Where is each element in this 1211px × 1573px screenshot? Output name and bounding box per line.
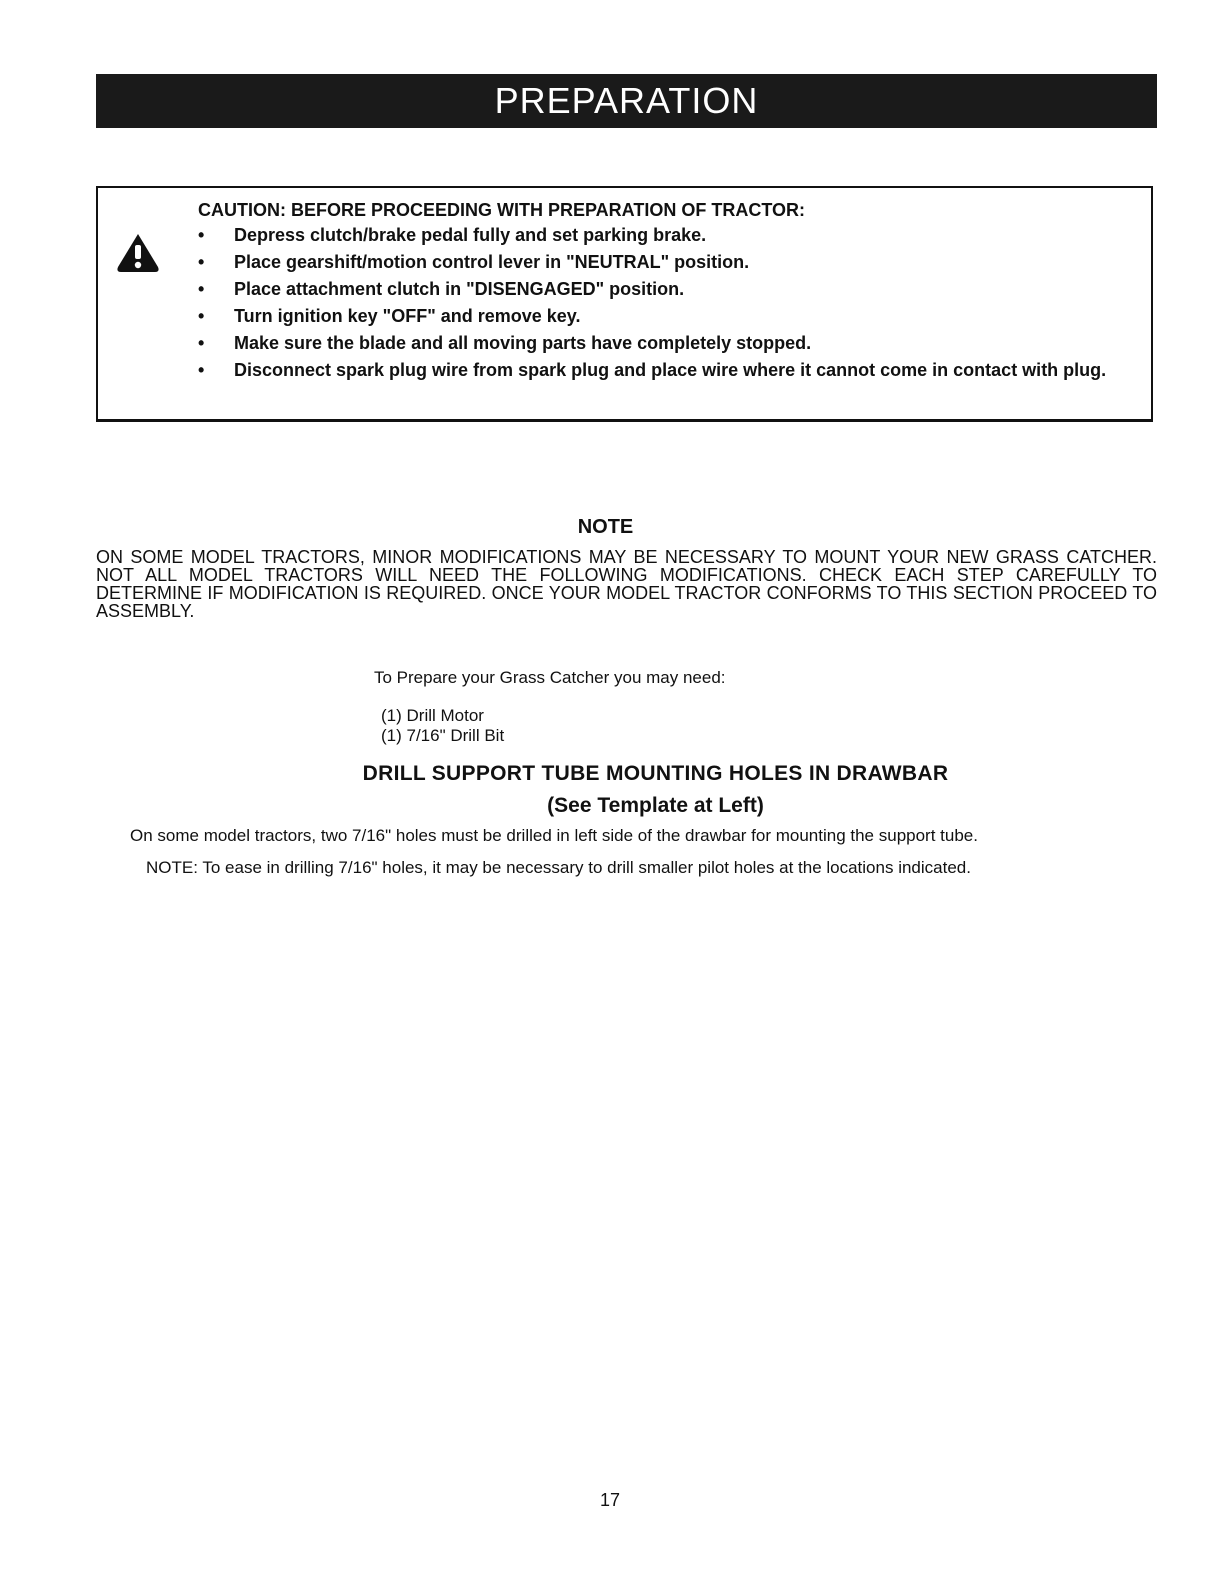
bullet: •	[198, 306, 205, 326]
tool-item: (1) 7/16" Drill Bit	[381, 726, 505, 745]
instruction-text: On some model tractors, two 7/16" holes must be drilled in left side of the drawbar for mounting the support tube.	[130, 826, 978, 845]
bullet: •	[198, 252, 205, 272]
warning-icon	[115, 231, 161, 275]
caution-item	[198, 280, 1114, 299]
caution-item	[198, 226, 1114, 245]
caution-box	[96, 186, 1153, 422]
caution-item	[198, 253, 1114, 272]
caution-list	[198, 226, 1114, 388]
caution-item	[198, 334, 1114, 353]
page-header-bar	[96, 74, 1157, 128]
caution-item-text: Disconnect spark plug wire from spark plug and place wire where it cannot come in contact with plug.	[234, 360, 1107, 380]
preparation-intro: To Prepare your Grass Catcher you may need:	[374, 668, 726, 687]
caution-item-text: Place attachment clutch in "DISENGAGED" position.	[234, 279, 685, 299]
section-heading: DRILL SUPPORT TUBE MOUNTING HOLES IN DRAWBAR	[362, 762, 949, 785]
caution-item	[198, 307, 1114, 326]
tool-item: (1) Drill Motor	[381, 706, 484, 725]
tools-list	[381, 706, 504, 746]
bullet: •	[198, 279, 205, 299]
note-body: ON SOME MODEL TRACTORS, MINOR MODIFICATIONS MAY BE NECESSARY TO MOUNT YOUR NEW GRASS CATCHER. NOT ALL MODEL TRACTORS WILL NEED THE FOLLOWING MODIFICATIONS. CHECK EACH STEP CAREFULLY TO DETERMINE IF MODIFICATION IS REQUIRED. ONCE YOUR MODEL TRACTOR CONFORMS TO THIS SECTION PROCEED TO ASSEMBLY.	[96, 547, 1157, 621]
caution-item-text: Depress clutch/brake pedal fully and set parking brake.	[234, 225, 707, 245]
page-title: PREPARATION	[494, 80, 759, 121]
caution-heading: CAUTION: BEFORE PROCEEDING WITH PREPARATION OF TRACTOR:	[198, 200, 805, 220]
bullet: •	[198, 333, 205, 353]
caution-item	[198, 361, 1114, 380]
caution-item-text: Make sure the blade and all moving parts have completely stopped.	[234, 333, 812, 353]
caution-item-text: Turn ignition key "OFF" and remove key.	[234, 306, 581, 326]
caution-item-text: Place gearshift/motion control lever in "NEUTRAL" position.	[234, 252, 750, 272]
instruction-note: NOTE: To ease in drilling 7/16" holes, it may be necessary to drill smaller pilot holes at the locations indicated.	[146, 858, 971, 877]
note-title: NOTE	[577, 516, 634, 538]
bullet: •	[198, 225, 205, 245]
bullet: •	[198, 360, 205, 380]
page-number: 17	[599, 1490, 621, 1510]
section-subheading: (See Template at Left)	[547, 794, 764, 817]
